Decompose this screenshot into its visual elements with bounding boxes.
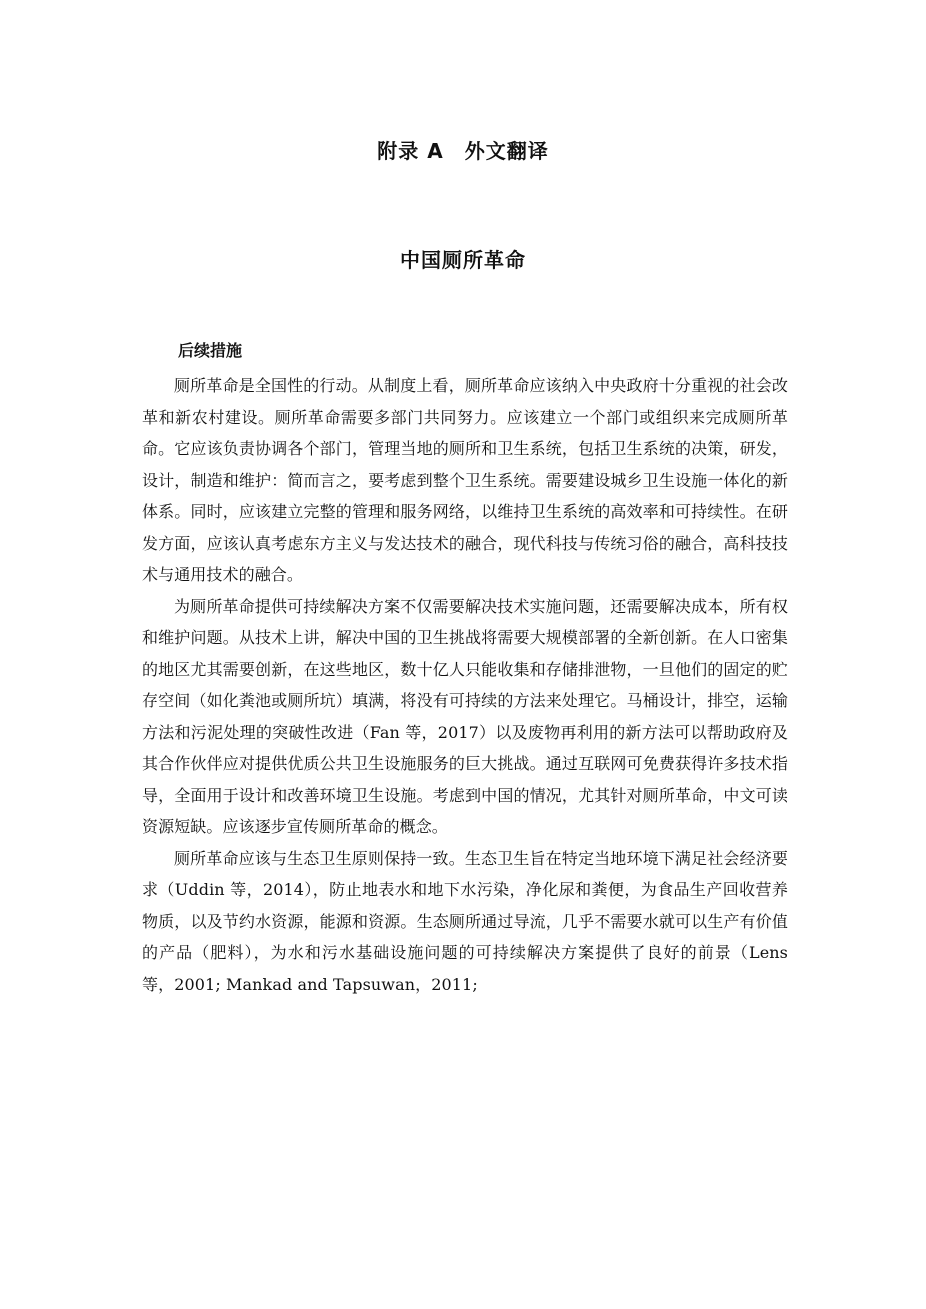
article-title: 中国厕所革命	[400, 248, 526, 272]
appendix-title: 附录 A 外文翻译	[377, 139, 549, 163]
paragraph-1: 厕所革命是全国性的行动。从制度上看，厕所革命应该纳入中央政府十分重视的社会改革和新农村建设。厕所革命需要多部门共同努力。应该建立一个部门或组织来完成厕所革命。它应该负责协调各个部门，管理当地的厕所和卫生系统，包括卫生系统的决策，研发，设计，制造和维护：简而言之，要考虑到整个卫生系统。需要建设城乡卫生设施一体化的新体系。同时，应该建立完整的管理和服务网络，以维持卫生系统的高效率和可持续性。在研发方面，应该认真考虑东方主义与发达技术的融合，现代科技与传统习俗的融合，高科技技术与通用技术的融合。	[142, 376, 788, 584]
paragraph-3: 厕所革命应该与生态卫生原则保持一致。生态卫生旨在特定当地环境下满足社会经济要求（Uddin 等，2014），防止地表水和地下水污染，净化尿和粪便，为食品生产回收营养物质，以及节约水资源，能源和资源。生态厕所通过导流，几乎不需要水就可以生产有价值的产品（肥料），为水和污水基础设施问题的可持续解决方案提供了良好的前景（Lens 等，2001; Mankad and Tapsuwan，2011;	[142, 848, 788, 994]
section-heading: 后续措施	[178, 341, 243, 360]
body-text	[142, 370, 788, 1000]
paragraph-2: 为厕所革命提供可持续解决方案不仅需要解决技术实施问题，还需要解决成本，所有权和维护问题。从技术上讲，解决中国的卫生挑战将需要大规模部署的全新创新。在人口密集的地区尤其需要创新，在这些地区，数十亿人只能收集和存储排泄物，一旦他们的固定的贮存空间（如化粪池或厕所坑）填满，将没有可持续的方法来处理它。马桶设计，排空，运输方法和污泥处理的突破性改进（Fan 等，2017）以及废物再利用的新方法可以帮助政府及其合作伙伴应对提供优质公共卫生设施服务的巨大挑战。通过互联网可免费获得许多技术指导，全面用于设计和改善环境卫生设施。考虑到中国的情况，尤其针对厕所革命，中文可读资源短缺。应该逐步宣传厕所革命的概念。	[142, 596, 788, 836]
